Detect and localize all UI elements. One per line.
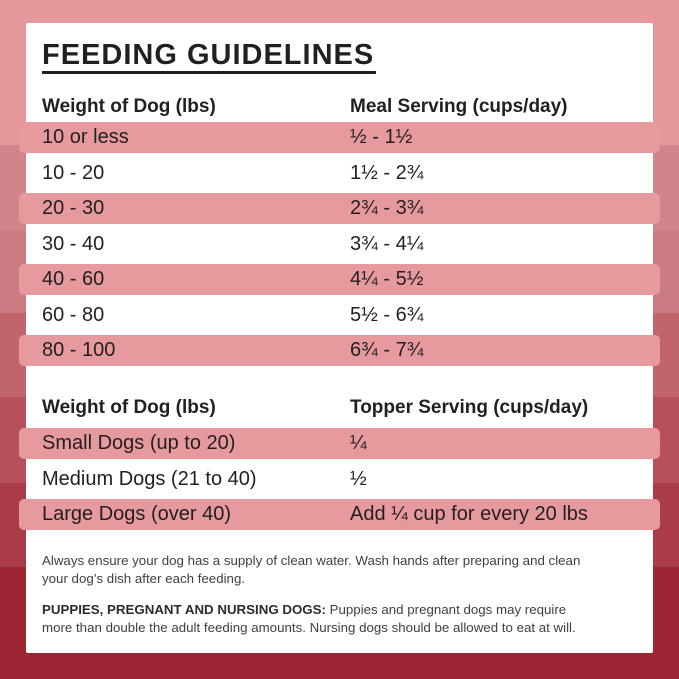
topper-table-header [26,393,653,423]
serving-cell: ½ [350,467,367,490]
serving-cell: Add ¼ cup for every 20 lbs [350,503,588,525]
meal-table [26,122,653,366]
serving-cell: ½ - 1½ [350,126,413,148]
table-row [19,264,660,295]
puppies-note-text: Puppies and pregnant dogs may require [325,602,567,617]
weight-column-header: Weight of Dog (lbs) [42,397,216,418]
weight-cell: 10 - 20 [42,161,105,184]
water-note [42,552,637,588]
weight-cell: Small Dogs (up to 20) [42,432,236,454]
table-row [19,499,660,530]
table-row [26,300,653,331]
weight-column-header: Weight of Dog (lbs) [42,96,216,117]
weight-cell: Large Dogs (over 40) [42,503,231,525]
weight-cell: Medium Dogs (21 to 40) [42,467,257,490]
title-wrap [42,39,653,74]
weight-cell: 30 - 40 [42,232,105,255]
table-row [26,229,653,260]
table-row [19,193,660,224]
meal-serving-column-header: Meal Serving (cups/day) [350,96,568,117]
puppies-note-line [42,601,637,619]
feeding-guidelines-card [26,23,653,653]
table-row [19,122,660,153]
serving-cell: 3¾ - 4¼ [350,232,424,255]
table-row [19,428,660,459]
table-row [26,464,653,495]
serving-cell: 1½ - 2¾ [350,161,424,184]
water-note-line: Always ensure your dog has a supply of clean water. Wash hands after preparing and clean [42,553,581,568]
weight-cell: 80 - 100 [42,339,116,361]
meal-table-header [26,92,653,122]
serving-cell: ¼ [350,432,367,454]
page-title: FEEDING GUIDELINES [42,43,376,74]
table-row [19,335,660,366]
puppies-note-label: PUPPIES, PREGNANT AND NURSING DOGS: [42,602,326,617]
weight-cell: 20 - 30 [42,197,105,219]
topper-serving-column-header: Topper Serving (cups/day) [350,397,589,418]
table-row [26,158,653,189]
weight-cell: 10 or less [42,126,129,148]
weight-cell: 60 - 80 [42,303,105,326]
puppies-note-line: more than double the adult feeding amounts. Nursing dogs should be allowed to eat at will. [42,620,576,635]
serving-cell: 2¾ - 3¾ [350,197,424,219]
puppies-note [42,601,637,637]
footer-notes [42,552,637,637]
serving-cell: 6¾ - 7¾ [350,339,424,361]
weight-cell: 40 - 60 [42,268,105,290]
water-note-line: your dog’s dish after each feeding. [42,571,246,586]
topper-table [26,428,653,530]
serving-cell: 5½ - 6¾ [350,303,424,326]
serving-cell: 4¼ - 5½ [350,268,424,290]
